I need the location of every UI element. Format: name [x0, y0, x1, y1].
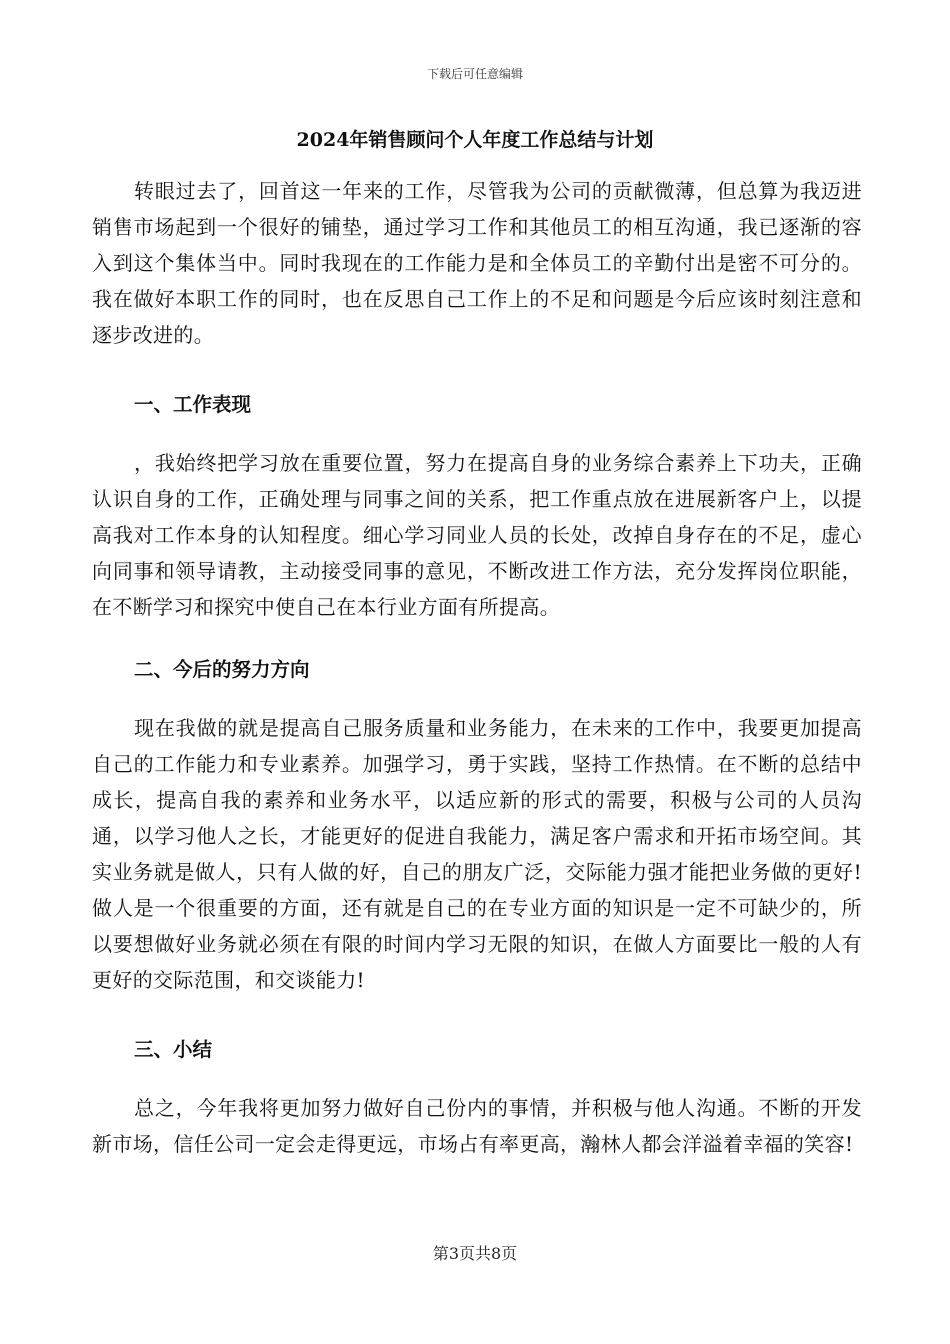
section-heading-future-direction: 二、今后的努力方向 [134, 658, 310, 681]
section-body-future-direction: 现在我做的就是提高自己服务质量和业务能力，在未来的工作中，我要更加提高自己的工作能力和专业素养。加强学习，勇于实践，坚持工作热情。在不断的总结中成长，提高自我的素养和业务水平，以适应新的形式的需要，积极与公司的人员沟通，以学习他人之长，才能更好的促进自我能力，满足客户需求和开拓市场空间。其实业务就是做人，只有人做的好，自己的朋友广泛，交际能力强才能把业务做的更好!做人是一个很重要的方面，还有就是自己的在专业方面的知识是一定不可缺少的，所以要想做好业务就必须在有限的时间内学习无限的知识，在做人方面要比一般的人有更好的交际范围，和交谈能力! [92, 716, 862, 992]
section-heading-work-performance: 一、工作表现 [134, 393, 252, 416]
intro-paragraph: 转眼过去了，回首这一年来的工作，尽管我为公司的贡献微薄，但总算为我迈进销售市场起到一个很好的铺垫，通过学习工作和其他员工的相互沟通，我已逐渐的容入到这个集体当中。同时我现在的工作能力是和全体员工的辛勤付出是密不可分的。我在做好本职工作的同时，也在反思自己工作上的不足和问题是今后应该时刻注意和逐步改进的。 [92, 179, 862, 347]
document-title: 2024年销售顾问个人年度工作总结与计划 [296, 129, 654, 151]
section-heading-summary: 三、小结 [134, 1038, 213, 1061]
header-note: 下载后可任意编辑 [426, 67, 523, 81]
page-number: 第3页共8页 [432, 1244, 518, 1263]
section-body-work-performance: ，我始终把学习放在重要位置，努力在提高自身的业务综合素养上下功夫，正确认识自身的工作，正确处理与同事之间的关系，把工作重点放在进展新客户上，以提高我对工作本身的认知程度。细心学习同业人员的长处，改掉自身存在的不足，虚心向同事和领导请教，主动接受同事的意见，不断改进工作方法，充分发挥岗位职能，在不断学习和探究中使自己在本行业方面有所提高。 [92, 451, 862, 619]
section-body-summary: 总之，今年我将更加努力做好自己份内的事情，并积极与他人沟通。不断的开发新市场，信任公司一定会走得更远，市场占有率更高，瀚林人都会洋溢着幸福的笑容! [92, 1096, 862, 1156]
